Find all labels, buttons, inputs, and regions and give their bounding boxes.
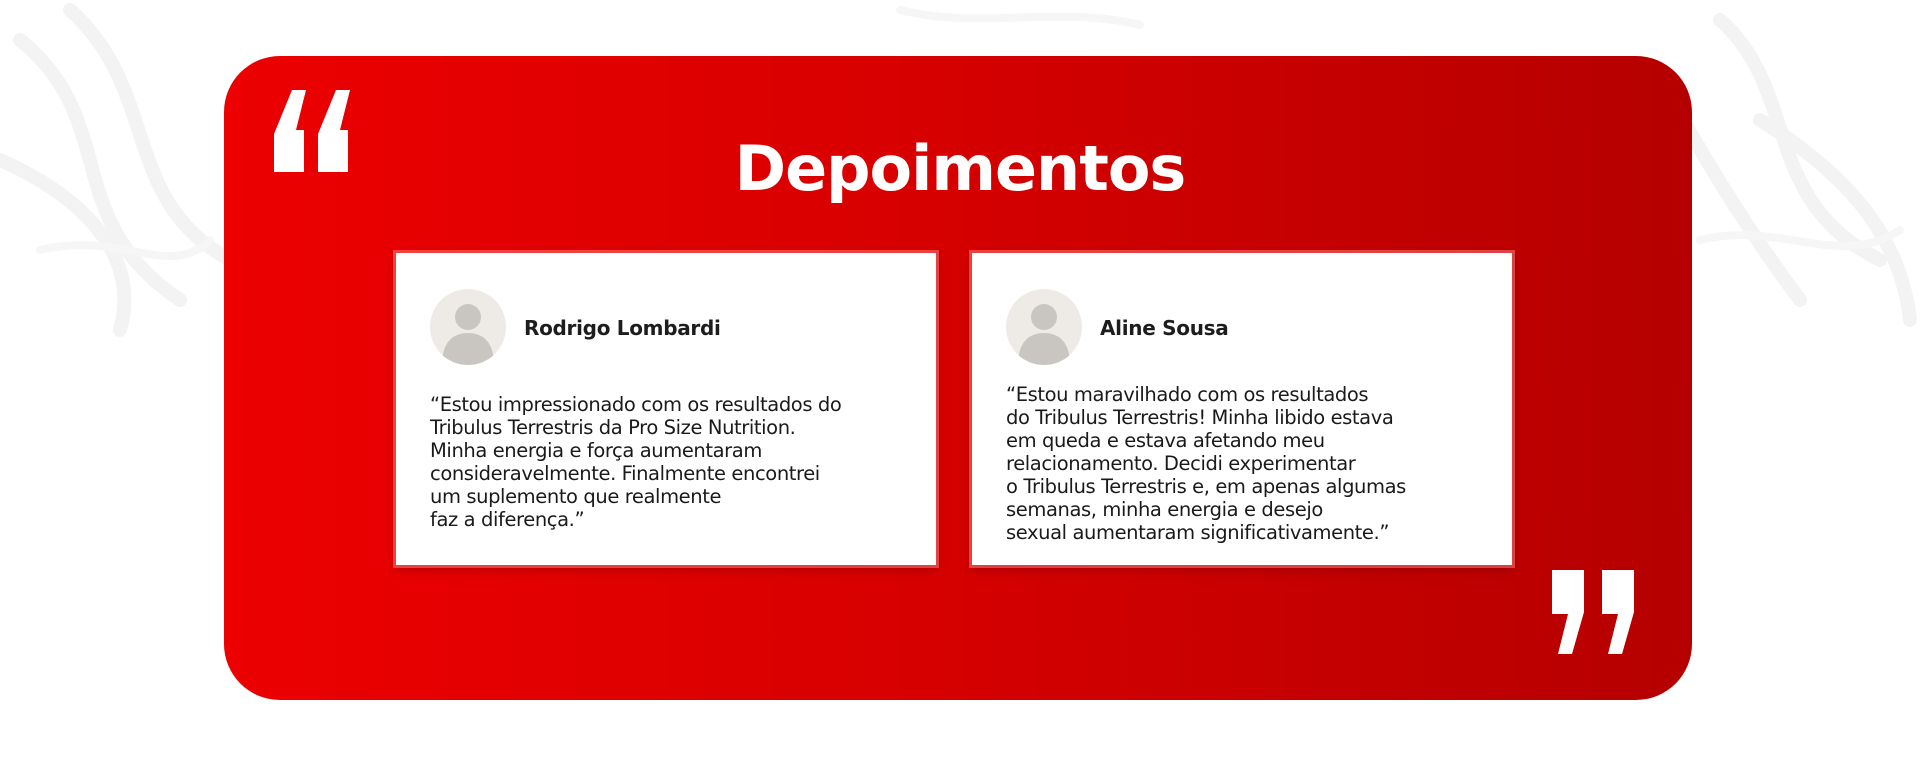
testimonial-line: “Estou impressionado com os resultados do [430, 393, 842, 416]
testimonial-line: Minha energia e força aumentaram [430, 439, 762, 462]
testimonial-line: relacionamento. Decidi experimentar [1006, 452, 1356, 475]
testimonial-line: do Tribulus Terrestris! Minha libido estava [1006, 406, 1394, 429]
testimonial-line: em queda e estava afetando meu [1006, 429, 1325, 452]
testimonial-author-name: Aline Sousa [1100, 316, 1229, 340]
testimonial-line: faz a diferença.” [430, 508, 585, 531]
quote-close-icon [1550, 570, 1642, 680]
user-placeholder-icon [1006, 289, 1082, 365]
testimonial-line: o Tribulus Terrestris e, em apenas algumas [1006, 475, 1406, 498]
testimonial-line: um suplemento que realmente [430, 485, 722, 508]
section-title: Depoimentos [734, 132, 1186, 205]
testimonial-card-aline [972, 253, 1512, 565]
testimonial-line: “Estou maravilhado com os resultados [1006, 383, 1369, 406]
testimonial-line: semanas, minha energia e desejo [1006, 498, 1323, 521]
testimonial-author-name: Rodrigo Lombardi [524, 316, 721, 340]
testimonial-text [430, 393, 916, 531]
testimonial-line: sexual aumentaram significativamente.” [1006, 521, 1390, 544]
testimonial-text [1006, 383, 1492, 544]
user-placeholder-icon [430, 289, 506, 365]
testimonial-card-rodrigo [396, 253, 936, 565]
testimonial-line: Tribulus Terrestris da Pro Size Nutrition. [430, 416, 796, 439]
testimonial-line: consideravelmente. Finalmente encontrei [430, 462, 820, 485]
